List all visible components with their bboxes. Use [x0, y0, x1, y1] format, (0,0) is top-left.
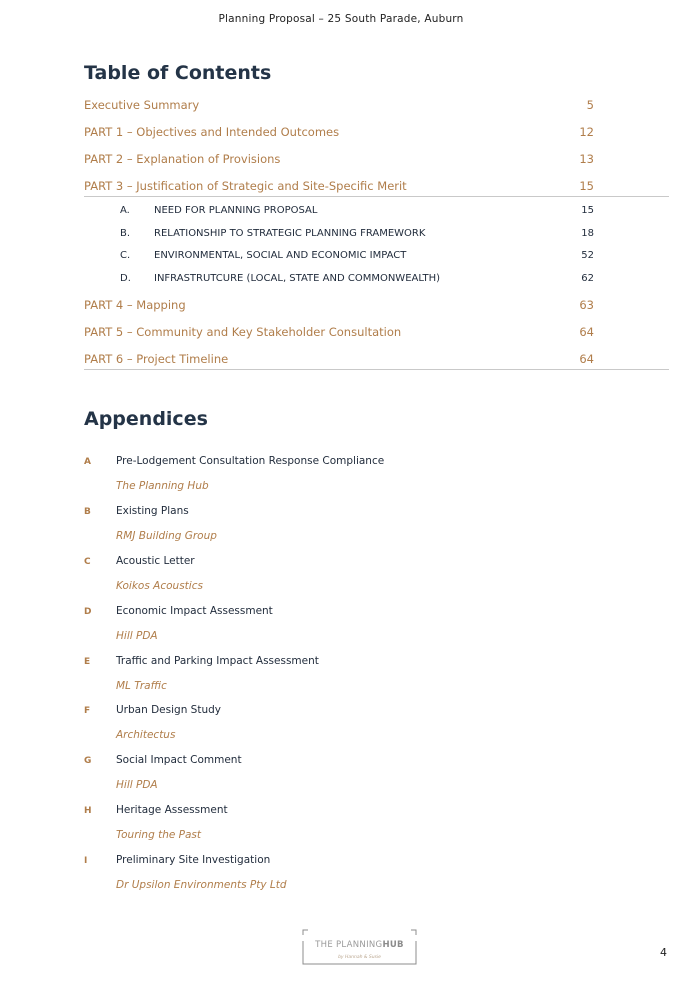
appendix-author: Touring the Past: [116, 829, 202, 841]
appendix-letter: C: [84, 557, 91, 567]
logo-tagline: by Hannah & Susie: [338, 955, 381, 960]
toc-entry[interactable]: [84, 298, 594, 316]
appendix-letter: A: [84, 457, 91, 467]
toc-entry-page: 15: [579, 179, 594, 193]
toc-entry-label: PART 2 – Explanation of Provisions: [84, 152, 281, 166]
toc-subentry-letter: D.: [120, 273, 131, 284]
appendix-title: Pre-Lodgement Consultation Response Compliance: [116, 455, 385, 467]
appendix-letter: F: [84, 706, 91, 716]
toc-divider: [84, 369, 669, 370]
toc-entry-label: PART 6 – Project Timeline: [84, 352, 229, 366]
toc-entry[interactable]: [84, 325, 594, 343]
toc-subentry[interactable]: [84, 228, 594, 244]
toc-entry[interactable]: [84, 152, 594, 170]
page-number: 4: [660, 946, 667, 959]
appendix-title: Social Impact Comment: [116, 754, 242, 766]
toc-entry-page: 63: [579, 298, 594, 312]
toc-entry[interactable]: [84, 98, 594, 116]
toc-entry-page: 5: [586, 98, 594, 112]
appendix-author: Architectus: [116, 729, 176, 741]
appendix-letter: B: [84, 507, 91, 517]
toc-entry-label: Executive Summary: [84, 98, 200, 112]
toc-divider: [84, 196, 669, 197]
toc-subentry-label: RELATIONSHIP TO STRATEGIC PLANNING FRAMEWORK: [154, 228, 426, 239]
toc-subentry-letter: A.: [120, 205, 130, 216]
appendix-title: Preliminary Site Investigation: [116, 854, 271, 866]
appendix-title: Existing Plans: [116, 505, 189, 517]
toc-entry-label: PART 4 – Mapping: [84, 298, 186, 312]
toc-subentry-page: 62: [581, 273, 594, 284]
toc-subentry[interactable]: [84, 250, 594, 266]
toc-entry[interactable]: [84, 125, 594, 143]
toc-entry-page: 13: [579, 152, 594, 166]
toc-entry-label: PART 1 – Objectives and Intended Outcomes: [84, 125, 340, 139]
appendix-author: Koikos Acoustics: [116, 580, 203, 592]
appendix-author: Dr Upsilon Environments Pty Ltd: [116, 879, 287, 891]
toc-subentry-letter: C.: [120, 250, 131, 261]
appendix-author: ML Traffic: [116, 680, 167, 692]
appendix-letter: D: [84, 607, 92, 617]
toc-subentry[interactable]: [84, 273, 594, 289]
toc-entry-page: 64: [579, 352, 594, 366]
appendices-title: Appendices: [84, 408, 208, 430]
appendix-author: Hill PDA: [116, 779, 158, 791]
logo-text-bold: HUB: [382, 940, 404, 950]
appendix-letter: H: [84, 806, 92, 816]
toc-subentry[interactable]: [84, 205, 594, 221]
page-header: Planning Proposal – 25 South Parade, Auburn: [218, 13, 464, 25]
toc-title: Table of Contents: [84, 62, 272, 84]
toc-subentry-page: 15: [581, 205, 594, 216]
appendix-author: The Planning Hub: [116, 480, 209, 492]
appendix-title: Urban Design Study: [116, 704, 221, 716]
toc-entry[interactable]: [84, 179, 594, 197]
toc-entry-page: 12: [579, 125, 594, 139]
toc-entry-label: PART 5 – Community and Key Stakeholder Consultation: [84, 325, 402, 339]
toc-entry-label: PART 3 – Justification of Strategic and Site-Specific Merit: [84, 179, 407, 193]
toc-subentry-label: ENVIRONMENTAL, SOCIAL AND ECONOMIC IMPACT: [154, 250, 407, 261]
toc-subentry-page: 18: [581, 228, 594, 239]
logo-text-light: THE PLANNING: [315, 940, 383, 950]
toc-subentry-label: NEED FOR PLANNING PROPOSAL: [154, 205, 318, 216]
appendix-letter: G: [84, 756, 92, 766]
appendix-letter: I: [84, 856, 88, 866]
appendix-title: Acoustic Letter: [116, 555, 195, 567]
toc-subentry-label: INFRASTRUTCURE (LOCAL, STATE AND COMMONWEALTH): [154, 273, 441, 284]
logo-wordmark: [302, 940, 417, 950]
appendix-title: Heritage Assessment: [116, 804, 228, 816]
planning-hub-logo: [302, 929, 417, 965]
appendix-title: Economic Impact Assessment: [116, 605, 273, 617]
toc-entry-page: 64: [579, 325, 594, 339]
toc-subentry-letter: B.: [120, 228, 131, 239]
toc-subentry-page: 52: [581, 250, 594, 261]
toc-entry[interactable]: [84, 352, 594, 370]
appendix-title: Traffic and Parking Impact Assessment: [116, 655, 319, 667]
appendix-letter: E: [84, 657, 91, 667]
appendix-author: RMJ Building Group: [116, 530, 217, 542]
appendix-author: Hill PDA: [116, 630, 158, 642]
